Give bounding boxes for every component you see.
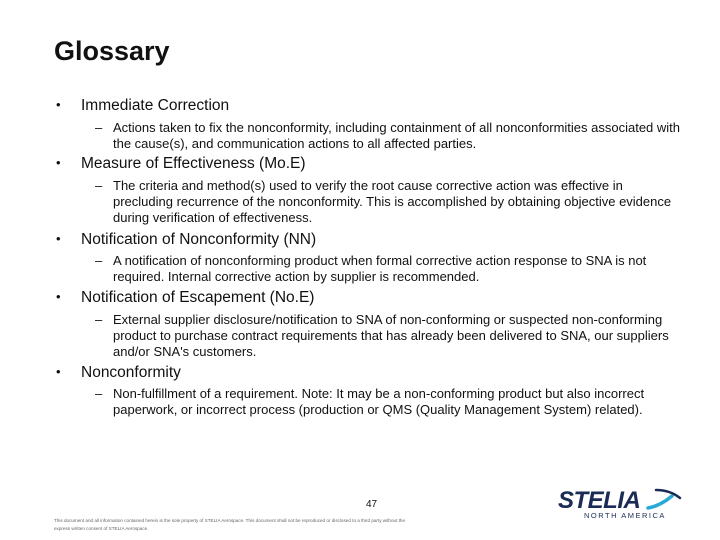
footer-notice: This document and all information contained herein is the sole property of STELIA Aerospace. This document shall not be reproduced or disclosed to a third party without the express written consent of STELIA Aerospace. <box>54 518 406 531</box>
glossary-definition <box>95 386 685 418</box>
glossary-definition <box>95 178 685 226</box>
dash-icon: – <box>95 253 103 268</box>
logo-wordmark: STELIA <box>558 487 641 514</box>
bullet-icon: • <box>56 289 61 304</box>
term-label: Notification of Nonconformity (NN) <box>81 231 317 248</box>
glossary-definition <box>95 120 685 152</box>
stelia-logo <box>556 484 686 522</box>
definition-text: Actions taken to fix the nonconformity, including containment of all nonconformities associated with the cause(s), and communication actions to all affected parties. <box>113 120 681 151</box>
definition-text: The criteria and method(s) used to verify the root cause corrective action was effective in precluding recurrence of the nonconformity. This is accomplished by obtaining objective evidence during verification of effectiveness. <box>113 178 672 225</box>
bullet-icon: • <box>56 231 61 246</box>
glossary-definition <box>95 312 685 360</box>
dash-icon: – <box>95 312 103 327</box>
logo-subtitle: NORTH AMERICA <box>584 511 666 520</box>
term-label: Notification of Escapement (No.E) <box>81 289 315 306</box>
dash-icon: – <box>95 386 103 401</box>
dash-icon: – <box>95 120 103 135</box>
bullet-icon: • <box>56 364 61 379</box>
term-label: Immediate Correction <box>81 97 230 114</box>
bullet-icon: • <box>56 155 61 170</box>
bullet-icon: • <box>56 97 61 112</box>
page-title: Glossary <box>54 36 170 66</box>
term-label: Measure of Effectiveness (Mo.E) <box>81 155 306 172</box>
definition-text: External supplier disclosure/notification to SNA of non-conforming or suspected non-conforming product to purchase contract requirements that has already been delivered to SNA, our suppliers and/or SNA's customers. <box>113 312 669 359</box>
dash-icon: – <box>95 178 103 193</box>
term-label: Nonconformity <box>81 364 181 381</box>
definition-text: Non-fulfillment of a requirement. Note: It may be a non-conforming product but also incorrect paperwork, or incorrect process (production or QMS (Quality Management System) related). <box>113 386 645 417</box>
definition-text: A notification of nonconforming product when formal corrective action response to SNA is not required. Internal corrective action by supplier is recommended. <box>113 253 647 284</box>
glossary-definition <box>95 253 685 285</box>
page-number: 47 <box>366 499 378 510</box>
